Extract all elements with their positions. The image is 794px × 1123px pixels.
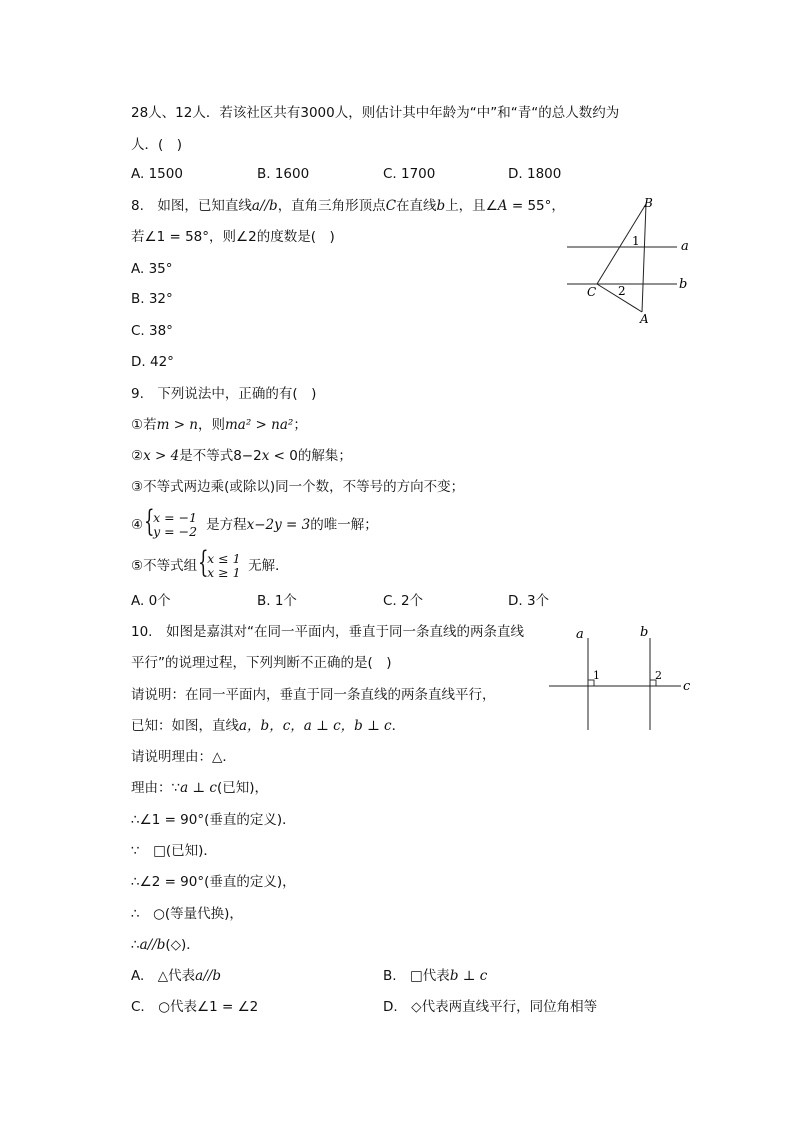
q9-text: 的唯一解； (310, 517, 378, 533)
q10-stem-line2: 平行”的说理过程，下列判断不正确的是( ) (131, 655, 392, 671)
q10-line8: ∵ □(已知)． (131, 843, 217, 859)
q10-math: a//b (139, 937, 166, 953)
equation-system: { x = −1 y = −2 (144, 511, 205, 539)
q10-math: a，b，c，a ⊥ c，b ⊥ c (239, 718, 392, 734)
q7-line1: 28人、12人．若该社区共有3000人，则估计其中年龄为“中”和“青“的总人数约为 (131, 105, 620, 121)
q9-statement-5 (131, 545, 289, 581)
q8-text: 在直线 (396, 198, 437, 214)
q8-stem-line1 (131, 197, 565, 215)
q10-option-d: D. ◇代表两直线平行，同位角相等 (383, 999, 598, 1015)
q9-text: ⑤不等式组 (131, 558, 198, 574)
q9-option-b: B. 1个 (257, 593, 297, 609)
q10-line9: ∴∠2 = 90°(垂直的定义)， (131, 874, 296, 890)
q9-statement-4 (131, 504, 378, 540)
label-a: a (576, 627, 584, 642)
q10-text: A. △代表 (131, 968, 196, 984)
q9-math: x > 4 (143, 448, 180, 464)
q10-line7: ∴∠1 = 90°(垂直的定义)． (131, 812, 296, 828)
q10-math: b ⊥ c (449, 968, 488, 984)
q9-math: x (261, 448, 270, 464)
q10-math: a//b (195, 968, 221, 984)
q7-option-b: B. 1600 (257, 166, 310, 182)
label-A: A (640, 312, 649, 326)
q9-math: x−2y = 3 (246, 517, 311, 533)
q8-text: 8. 如图，已知直线 (131, 198, 252, 214)
q10-text: B. □代表 (383, 968, 450, 984)
q9-text: 无解． (248, 558, 289, 574)
q7-option-c: C. 1700 (383, 166, 436, 182)
q9-text: 是方程 (206, 517, 247, 533)
label-angle-2: 2 (618, 284, 626, 298)
q9-text: < 0的解集； (269, 448, 352, 464)
q10-text: 理由：∵ (131, 780, 181, 796)
q8-math-c: C (385, 198, 397, 214)
label-angle-2: 2 (655, 669, 662, 682)
system-row: x ≥ 1 (207, 565, 241, 580)
system-row: y = −2 (153, 524, 198, 539)
q8-math-a: A (497, 198, 508, 214)
q10-line3: 请说明：在同一平面内，垂直于同一条直线的两条直线平行， (131, 687, 496, 703)
label-B: B (644, 196, 653, 210)
q8-text: ，直角三角形顶点 (277, 198, 386, 214)
q9-option-d: D. 3个 (508, 593, 550, 609)
q10-line10: ∴ ○(等量代换)， (131, 906, 243, 922)
q8-figure (560, 192, 700, 332)
q9-text: ①若 (131, 417, 157, 433)
q10-text: (◇)． (165, 937, 200, 953)
q8-option-b: B. 32° (131, 291, 173, 307)
system-row: x ≤ 1 (207, 551, 241, 566)
q10-text: (已知)， (216, 780, 269, 796)
inequality-system: { x ≤ 1 x ≥ 1 (198, 552, 247, 580)
q9-statement-3: ③不等式两边乘(或除以)同一个数，不等号的方向不变； (131, 479, 465, 495)
label-c: c (683, 679, 691, 694)
system-row: x = −1 (153, 510, 198, 525)
q10-figure (545, 622, 695, 734)
q9-option-c: C. 2个 (383, 593, 424, 609)
label-angle-1: 1 (593, 669, 600, 682)
q8-stem-line2: 若∠1 = 58°，则∠2的度数是( ) (131, 229, 335, 245)
q8-text: 上，且∠ (445, 198, 498, 214)
q10-math: a ⊥ c (180, 780, 217, 796)
q10-line11 (131, 936, 200, 954)
q10-line6 (131, 779, 268, 797)
q8-option-a: A. 35° (131, 261, 173, 277)
q10-option-a (131, 967, 221, 985)
segment-BA (642, 204, 646, 312)
q9-text: ④ (131, 517, 144, 533)
q9-math: ma² > na² (225, 417, 294, 433)
label-b: b (679, 277, 688, 292)
q10-text: ∴ (131, 937, 140, 953)
q8-text: = 55°， (507, 198, 565, 214)
q9-statement-2 (131, 447, 352, 465)
q9-text: ，则 (198, 417, 225, 433)
q10-text: 已知：如图，直线 (131, 718, 239, 734)
q10-line4 (131, 717, 405, 735)
q8-option-d: D. 42° (131, 354, 174, 370)
q9-stem: 9. 下列说法中，正确的有( ) (131, 386, 317, 402)
q8-math-b: b (436, 198, 446, 214)
q10-option-c: C. ○代表∠1 = ∠2 (131, 999, 259, 1015)
q8-option-c: C. 38° (131, 323, 173, 339)
label-b: b (640, 625, 649, 640)
q10-line5: 请说明理由：△． (131, 749, 236, 765)
q7-option-d: D. 1800 (508, 166, 562, 182)
q9-text: ② (131, 448, 144, 464)
q8-math-ab: a//b (251, 198, 278, 214)
q7-line2: 人．( ) (131, 137, 183, 153)
q10-text: ． (391, 718, 406, 734)
label-a: a (681, 239, 689, 254)
q9-math: m > n (156, 417, 198, 433)
label-C: C (587, 285, 597, 299)
label-angle-1: 1 (632, 234, 640, 248)
q9-option-a: A. 0个 (131, 593, 171, 609)
q9-statement-1 (131, 416, 307, 434)
q7-option-a: A. 1500 (131, 166, 183, 182)
q9-text: ； (293, 417, 307, 433)
q10-stem-line1: 10. 如图是嘉淇对“在同一平面内，垂直于同一条直线的两条直线 (131, 624, 524, 640)
q9-text: 是不等式8−2 (179, 448, 262, 464)
q10-option-b (383, 967, 487, 985)
